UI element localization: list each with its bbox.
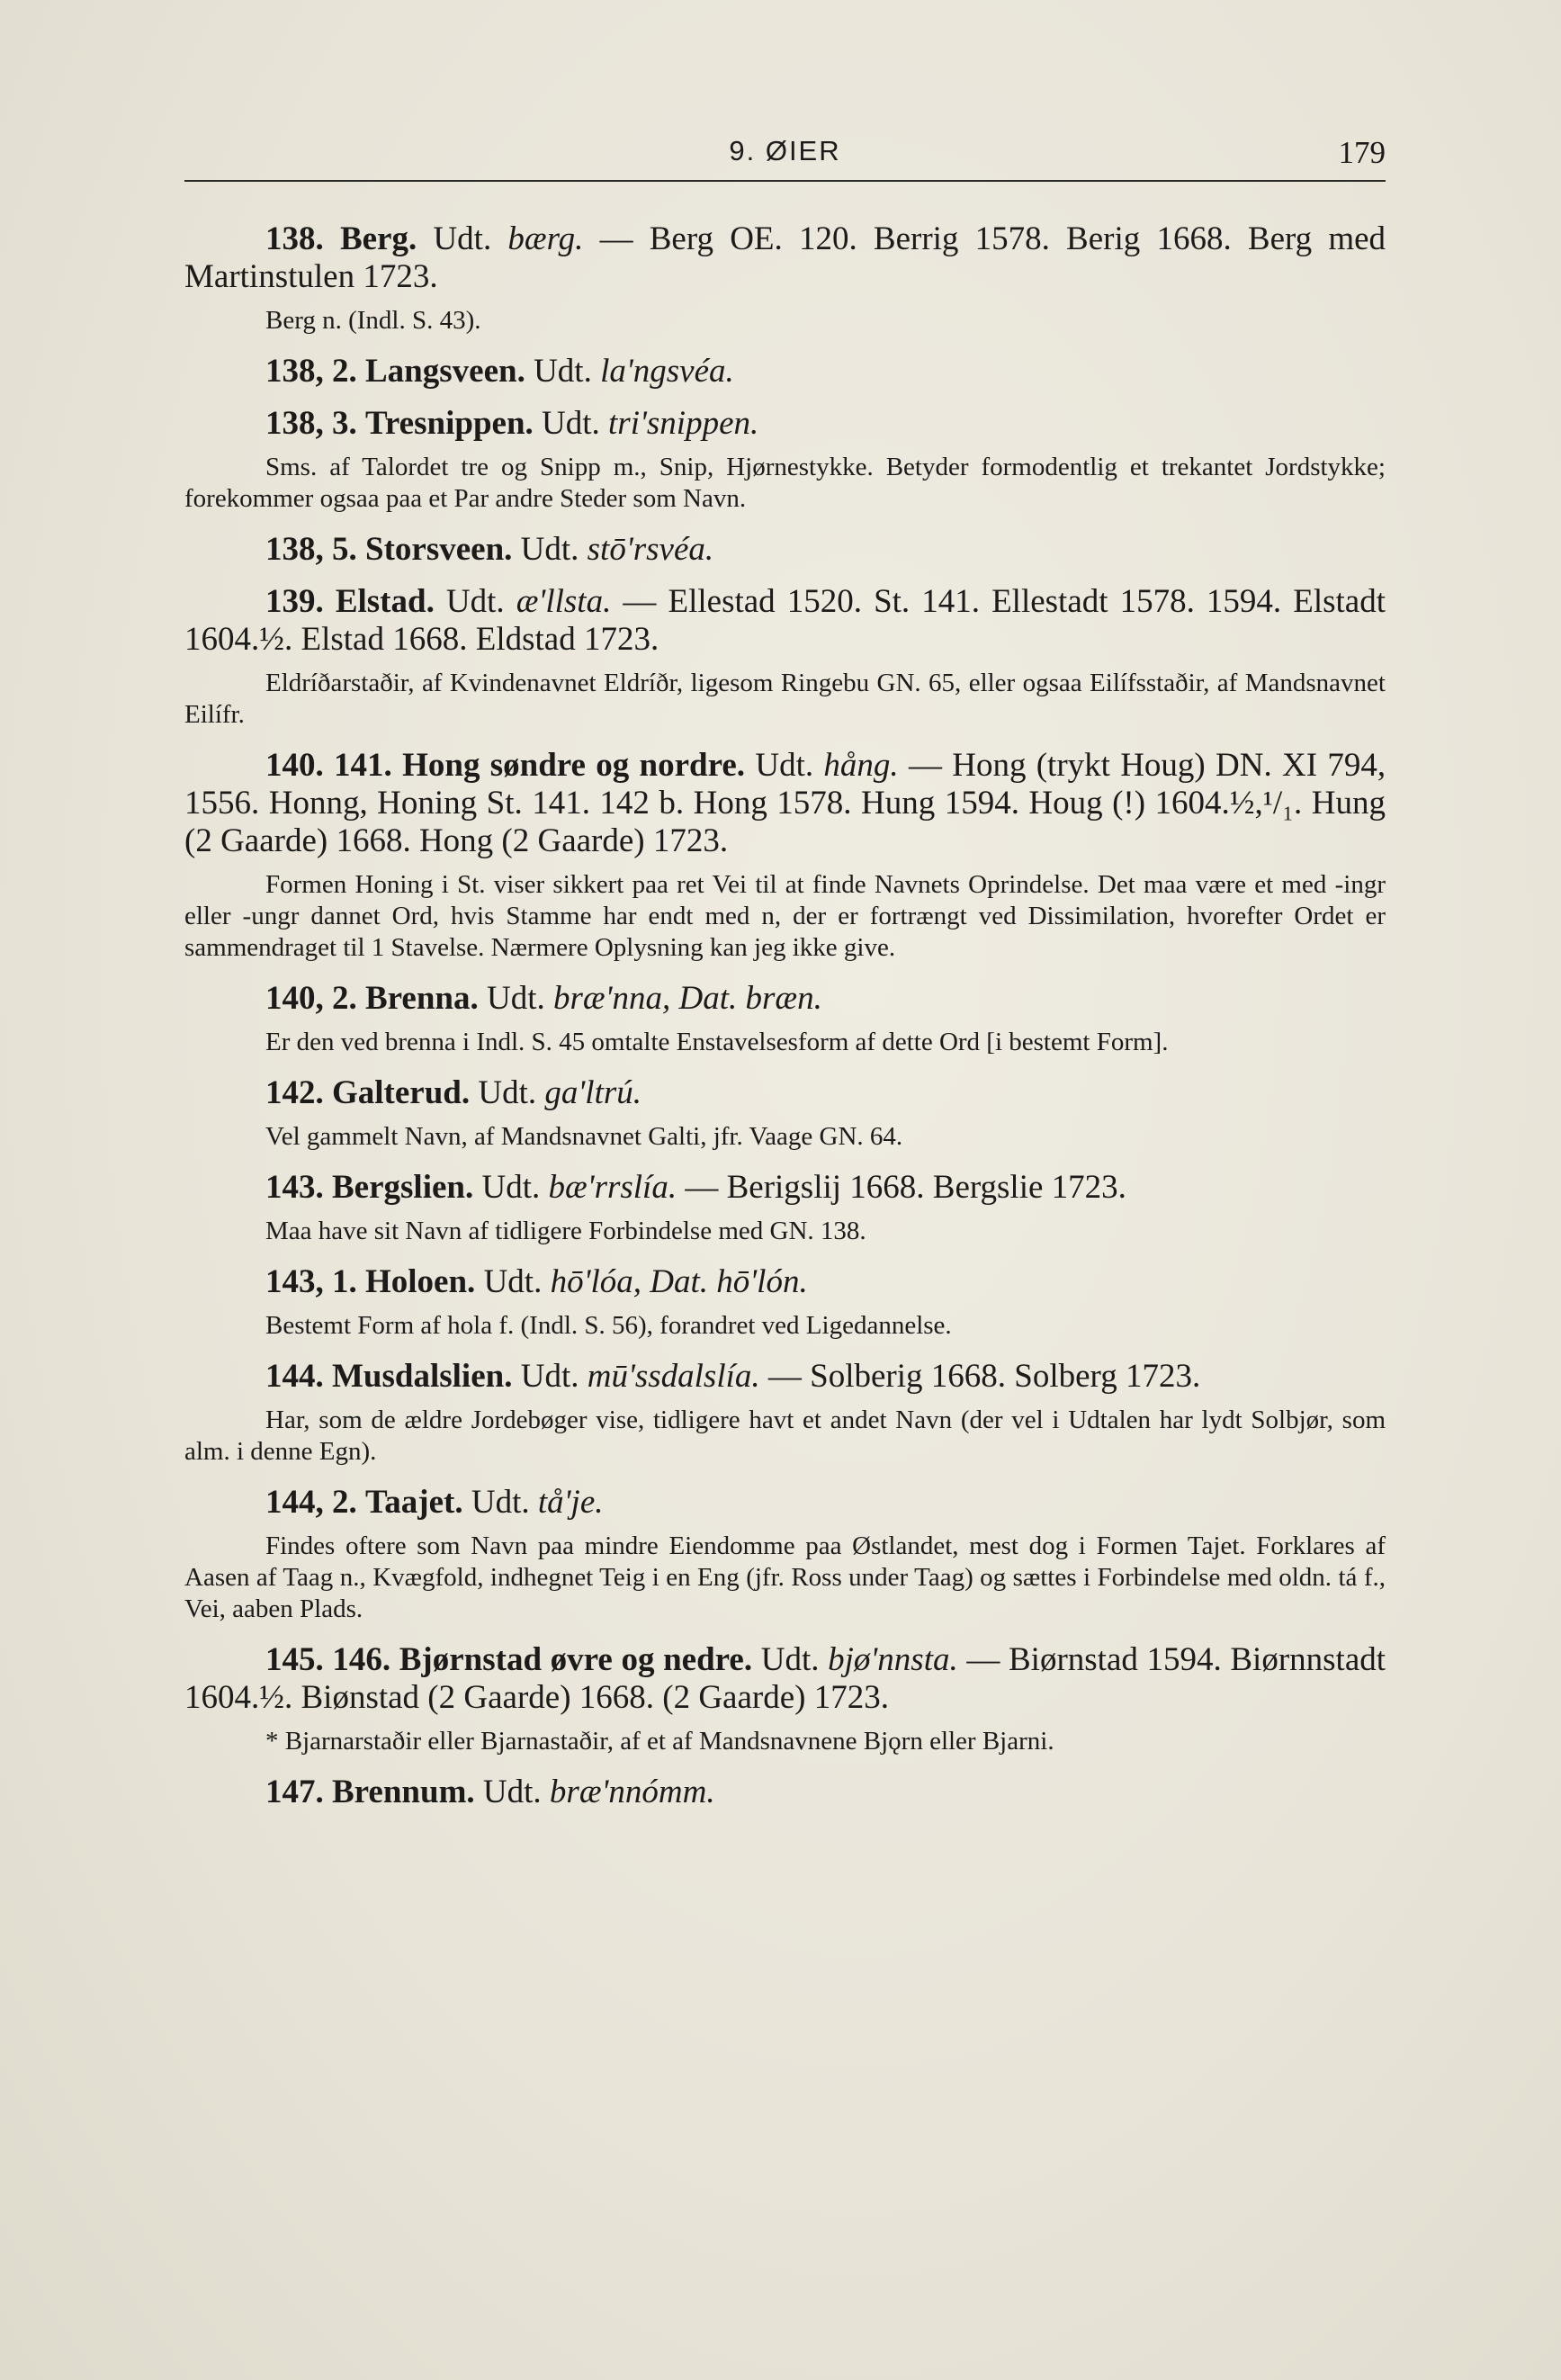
udt-label: Udt.	[520, 1358, 579, 1395]
entry-note: Vel gammelt Navn, af Mandsnavnet Galti, jfr. Vaage GN. 64.	[265, 1122, 903, 1151]
udt-label: Udt.	[483, 1263, 543, 1300]
entry-number: 140, 2.	[265, 980, 357, 1017]
entry	[184, 1263, 1386, 1301]
entry-name: Bergslien.	[332, 1169, 474, 1206]
page-header	[184, 135, 1386, 182]
pronunciation: ga'ltrú.	[544, 1074, 642, 1111]
entry	[184, 220, 1386, 296]
entry-number: 139.	[265, 583, 324, 620]
entry-name: Brennum.	[332, 1774, 475, 1810]
entry-name: Galterud.	[332, 1074, 471, 1111]
entry	[184, 1774, 1386, 1811]
entry-name: Berg.	[339, 220, 417, 257]
page-body	[184, 220, 1386, 1826]
entry	[184, 1358, 1386, 1396]
pronunciation: hō'lóa, Dat. hō'lón.	[550, 1263, 808, 1300]
pronunciation: tri'snippen.	[608, 405, 759, 442]
entry-note: Berg n. (Indl. S. 43).	[265, 306, 481, 335]
entry-name: Holoen.	[365, 1263, 476, 1300]
udt-label: Udt.	[760, 1641, 820, 1678]
udt-label: Udt.	[534, 353, 592, 390]
entry-name: Tresnippen.	[365, 405, 534, 442]
entry-number: 145. 146.	[265, 1641, 391, 1678]
pronunciation: bræ'nnómm.	[549, 1774, 715, 1810]
entry-name: Langsveen.	[365, 353, 525, 390]
entry-number: 143, 1.	[265, 1263, 357, 1300]
historical-forms: — Hong (trykt Houg) DN. XI 794, 1556. Honng, Honing St. 141. 142 b. Hong 1578. Hung 1594. Houg (!) 1604.½,¹/₁. Hung (2 Gaarde) 1668. Hong (2 Gaarde) 1723.	[184, 747, 1386, 859]
entry-note: Er den ved brenna i Indl. S. 45 omtalte Enstavelsesform af dette Ord [i bestemt Form].	[265, 1028, 1169, 1056]
historical-forms: — Ellestad 1520. St. 141. Ellestadt 1578. 1594. Elstadt 1604.½. Elstad 1668. Eldstad 1723.	[184, 583, 1386, 658]
entry	[184, 583, 1386, 659]
entry	[184, 747, 1386, 860]
pronunciation: mū'ssdalslía.	[587, 1358, 760, 1395]
entry-name: Storsveen.	[365, 531, 513, 568]
udt-label: Udt.	[478, 1074, 537, 1111]
entry-note: * Bjarnarstaðir eller Bjarnastaðir, af et af Mandsnavnene Bjǫrn eller Bjarni.	[265, 1727, 1054, 1756]
entry-note: Bestemt Form af hola f. (Indl. S. 56), forandret ved Ligedannelse.	[265, 1311, 952, 1340]
entry-number: 140. 141.	[265, 747, 392, 784]
historical-forms: — Solberig 1668. Solberg 1723.	[767, 1358, 1201, 1395]
entry-number: 138, 5.	[265, 531, 357, 568]
historical-forms: — Berg OE. 120. Berrig 1578. Berig 1668. Berg med Martinstulen 1723.	[184, 220, 1386, 295]
entry-number: 144, 2.	[265, 1484, 357, 1521]
page-number: 179	[1338, 135, 1386, 170]
pronunciation: bræ'nna, Dat. bræn.	[553, 980, 822, 1017]
entry-name: Elstad.	[335, 583, 435, 620]
entry-number: 138, 2.	[265, 353, 357, 390]
entry	[184, 1484, 1386, 1522]
entry-note: Sms. af Talordet tre og Snipp m., Snip, Hjørnestykke. Betyder formodentlig et trekantet Jordstykke; forekommer ogsaa paa et Par andre Steder som Navn.	[184, 453, 1386, 513]
entry	[184, 531, 1386, 569]
entry-name: Taajet.	[365, 1484, 463, 1521]
entry	[184, 1169, 1386, 1207]
pronunciation: hång.	[823, 747, 899, 784]
pronunciation: bjø'nnsta.	[828, 1641, 958, 1678]
udt-label: Udt.	[445, 583, 505, 620]
entry-note: Findes oftere som Navn paa mindre Eiendomme paa Østlandet, mest dog i Formen Tajet. Forklares af Aasen af Taag n., Kvægfold, indhegnet Teig i en Eng (jfr. Ross under Taag) og sættes i Forbindelse med oldn. tá f., Vei, aaben Plads.	[184, 1531, 1386, 1623]
entry	[184, 980, 1386, 1018]
entry	[184, 405, 1386, 443]
udt-label: Udt.	[542, 405, 600, 442]
entry	[184, 1641, 1386, 1717]
entry-number: 143.	[265, 1169, 324, 1206]
entry-number: 138.	[265, 220, 324, 257]
udt-label: Udt.	[482, 1774, 542, 1810]
pronunciation: stō'rsvéa.	[587, 531, 714, 568]
historical-forms: — Berigslij 1668. Bergslie 1723.	[685, 1169, 1126, 1206]
entry-number: 138, 3.	[265, 405, 357, 442]
historical-forms: — Biørnstad 1594. Biørnnstadt 1604.½. Biønstad (2 Gaarde) 1668. (2 Gaarde) 1723.	[184, 1641, 1386, 1716]
entry-name: Bjørnstad øvre og nedre.	[399, 1641, 753, 1678]
udt-label: Udt.	[471, 1484, 530, 1521]
entry-number: 142.	[265, 1074, 324, 1111]
entry-note: Eldríðarstaðir, af Kvindenavnet Eldríðr, ligesom Ringebu GN. 65, eller ogsaa Eilífsstaðir, af Mandsnavnet Eilífr.	[184, 669, 1386, 729]
pronunciation: bærg.	[507, 220, 584, 257]
udt-label: Udt.	[755, 747, 814, 784]
entry-name: Hong søndre og nordre.	[402, 747, 746, 784]
udt-label: Udt.	[481, 1169, 541, 1206]
entry-number: 147.	[265, 1774, 324, 1810]
entry-note: Maa have sit Navn af tidligere Forbindelse med GN. 138.	[265, 1217, 866, 1245]
entry-name: Musdalslien.	[332, 1358, 513, 1395]
entry-name: Brenna.	[365, 980, 479, 1017]
running-title: 9. ØIER	[729, 135, 841, 166]
udt-label: Udt.	[433, 220, 492, 257]
entry-number: 144.	[265, 1358, 324, 1395]
entry	[184, 353, 1386, 391]
udt-label: Udt.	[520, 531, 579, 568]
pronunciation: tå'je.	[537, 1484, 604, 1521]
pronunciation: bæ'rrslía.	[548, 1169, 677, 1206]
entry-note: Formen Honing i St. viser sikkert paa ret Vei til at finde Navnets Oprindelse. Det maa være et med -ingr eller -ungr dannet Ord, hvis Stamme har endt med n, der er fortrængt ved Dissimilation, hvorefter Ordet er sammendraget til 1 Stavelse. Nærmere Oplysning kan jeg ikke give.	[184, 870, 1386, 962]
pronunciation: la'ngsvéa.	[600, 353, 734, 390]
pronunciation: æ'llsta.	[516, 583, 612, 620]
entry-note: Har, som de ældre Jordebøger vise, tidligere havt et andet Navn (der vel i Udtalen har lydt Solbjør, som alm. i denne Egn).	[184, 1406, 1386, 1466]
udt-label: Udt.	[487, 980, 545, 1017]
entry	[184, 1074, 1386, 1112]
